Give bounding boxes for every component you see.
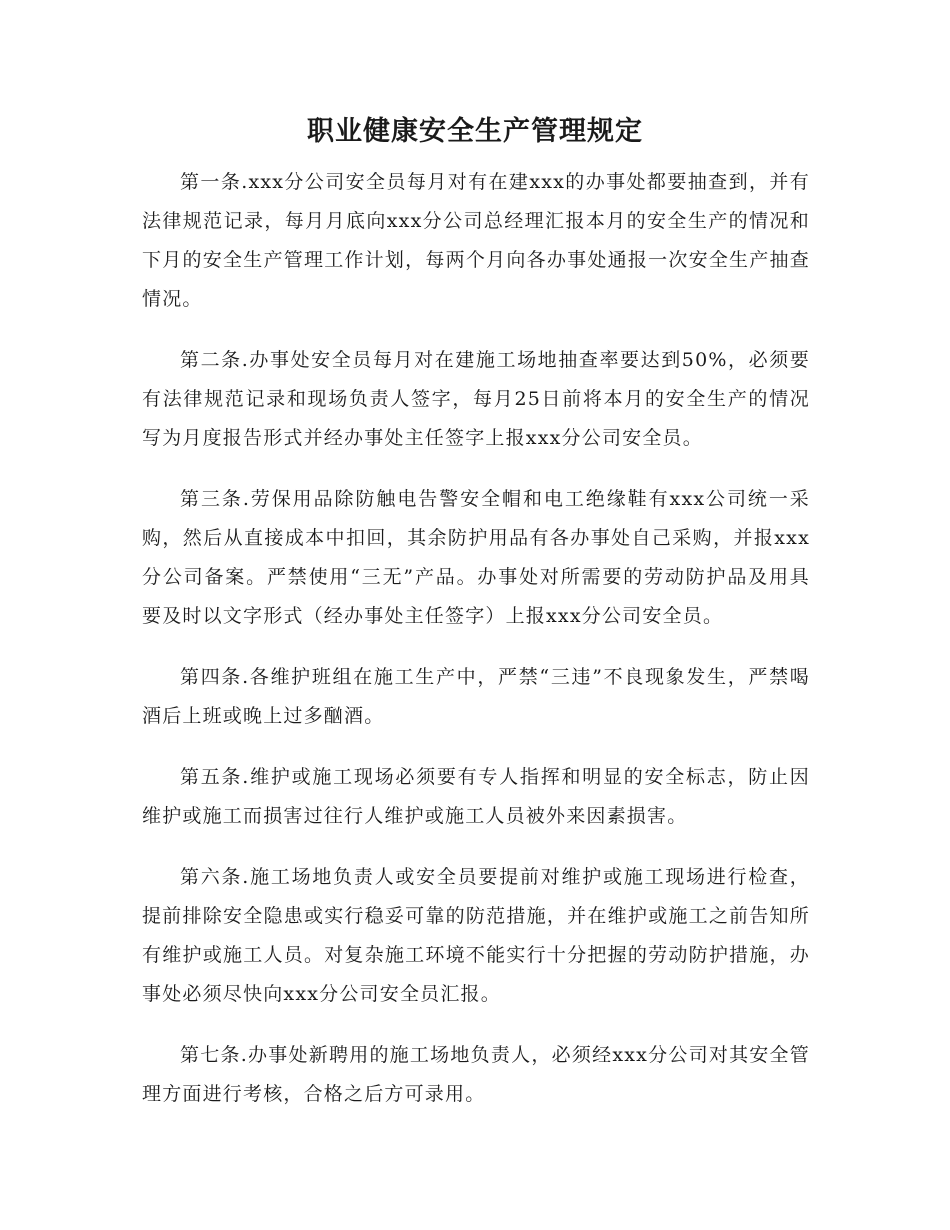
- article-1: 第一条.xxx分公司安全员每月对有在建xxx的办事处都要抽查到，并有法律规范记录，每月月底向xxx分公司总经理汇报本月的安全生产的情况和下月的安全生产管理工作计划，每两个月向各办事处通报一次安全生产抽查情况。: [142, 171, 810, 310]
- article-7: 第七条.办事处新聘用的施工场地负责人，必须经xxx分公司对其安全管理方面进行考核，合格之后方可录用。: [142, 1044, 810, 1105]
- document-body: [142, 163, 810, 1136]
- article-6: 第六条.施工场地负责人或安全员要提前对维护或施工现场进行检查，提前排除安全隐患或实行稳妥可靠的防范措施，并在维护或施工之前告知所有维护或施工人员。对复杂施工环境不能实行十分把握的劳动防护措施，办事处必须尽快向xxx分公司安全员汇报。: [142, 866, 810, 1005]
- article-3: 第三条.劳保用品除防触电告警安全帽和电工绝缘鞋有xxx公司统一采购，然后从直接成本中扣回，其余防护用品有各办事处自己采购，并报xxx分公司备案。严禁使用“三无”产品。办事处对所需要的劳动防护品及用具要及时以文字形式（经办事处主任签字）上报xxx分公司安全员。: [142, 488, 810, 627]
- document-title: 职业健康安全生产管理规定: [307, 116, 643, 147]
- article-2: 第二条.办事处安全员每月对在建施工场地抽查率要达到50%，必须要有法律规范记录和现场负责人签字，每月25日前将本月的安全生产的情况写为月度报告形式并经办事处主任签字上报xxx分公司安全员。: [142, 349, 810, 449]
- article-5: 第五条.维护或施工现场必须要有专人指挥和明显的安全标志，防止因维护或施工而损害过往行人维护或施工人员被外来因素损害。: [142, 766, 810, 827]
- article-4: 第四条.各维护班组在施工生产中，严禁“三违”不良现象发生，严禁喝酒后上班或晚上过多酗酒。: [142, 666, 810, 727]
